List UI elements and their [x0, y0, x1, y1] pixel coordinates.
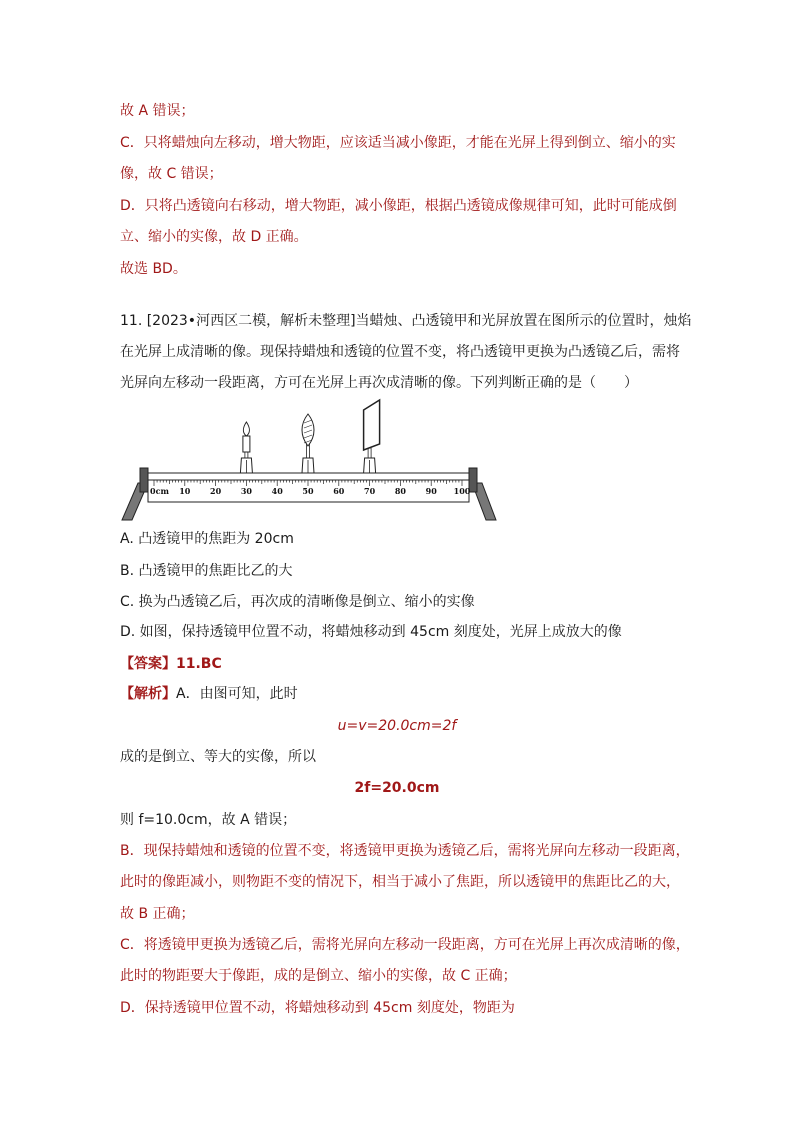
optical-bench-diagram	[120, 398, 500, 523]
ruler-tick-label: 80	[394, 486, 406, 496]
ruler-tick-label: 10	[179, 486, 191, 496]
analysis-b-line3: 故 B 正确；	[120, 906, 195, 922]
option-b: B. 凸透镜甲的焦距比乙的大	[120, 563, 293, 579]
candle-flame	[243, 422, 249, 436]
ruler-tick-label: 70	[364, 486, 376, 496]
analysis-b-line1: B．现保持蜡烛和透镜的位置不变，将透镜甲更换为透镜乙后，需将光屏向左移动一段距离，	[120, 843, 690, 859]
question-line-1: 11. [2023•河西区二模，解析未整理]当蜡烛、凸透镜甲和光屏放置在图所示的位置时，烛焰	[120, 313, 692, 329]
option-d: D. 如图，保持透镜甲位置不动，将蜡烛移动到 45cm 刻度处，光屏上成放大的像	[120, 624, 622, 640]
prev-c-line2: 像，故 C 错误；	[120, 166, 223, 182]
ruler-tick-label: 30	[240, 486, 252, 496]
ruler-tick-label: 60	[333, 486, 345, 496]
ruler-tick-label: 50	[302, 486, 314, 496]
analysis-d-line1: D．保持透镜甲位置不动，将蜡烛移动到 45cm 刻度处，物距为	[120, 1000, 515, 1016]
holder-stem	[368, 448, 371, 458]
prev-d-line1: D．只将凸透镜向右移动，增大物距，减小像距，根据凸透镜成像规律可知，此时可能成倒	[120, 198, 677, 214]
candle-body	[243, 436, 250, 452]
equation-1: u=v=20.0cm=2f	[337, 718, 457, 734]
prev-a-tail: 故 A 错误；	[120, 103, 195, 119]
ruler-tick-label: 90	[425, 486, 437, 496]
analysis-a-mid: 成的是倒立、等大的实像，所以	[120, 749, 316, 765]
ruler-tick-label: 20	[210, 486, 222, 496]
answer-value: 11.BC	[176, 656, 222, 672]
analysis-c-line1: C．将透镜甲更换为透镜乙后，需将光屏向左移动一段距离，方可在光屏上再次成清晰的像，	[120, 937, 690, 953]
analysis-line-1	[120, 684, 298, 704]
question-line-2: 在光屏上成清晰的像。现保持蜡烛和透镜的位置不变，将凸透镜甲更换为凸透镜乙后，需将	[120, 344, 680, 360]
candle-holder	[240, 422, 252, 473]
option-a: A. 凸透镜甲的焦距为 20cm	[120, 531, 294, 547]
option-c: C. 换为凸透镜乙后，再次成的清晰像是倒立、缩小的实像	[120, 594, 475, 610]
rail-top	[148, 473, 469, 480]
answer-line	[120, 654, 222, 674]
prev-c-line1: C．只将蜡烛向左移动，增大物距，应该适当减小像距，才能在光屏上得到倒立、缩小的实	[120, 135, 676, 151]
analysis-b-line2: 此时的像距减小，则物距不变的情况下，相当于减小了焦距，所以透镜甲的焦距比乙的大，	[120, 874, 680, 890]
answer-label: 【答案】	[120, 656, 176, 672]
ruler-unit-label: 0cm	[150, 486, 169, 496]
light-screen-holder	[364, 400, 380, 473]
prev-d-line2: 立、缩小的实像，故 D 正确。	[120, 229, 308, 245]
ruler-tick-label: 40	[271, 486, 283, 496]
question-line-3: 光屏向左移动一段距离，方可在光屏上再次成清晰的像。下列判断正确的是（ ）	[120, 375, 638, 391]
equation-2: 2f=20.0cm	[354, 780, 440, 796]
analysis-a-result: 则 f=10.0cm，故 A 错误；	[120, 812, 297, 828]
ruler-tick-label: 100	[453, 486, 471, 496]
left-end-post	[140, 468, 148, 492]
analysis-label: 【解析】	[120, 686, 176, 702]
light-screen	[364, 400, 380, 450]
prev-conclusion: 故选 BD。	[120, 261, 187, 277]
analysis-c-line2: 此时的物距要大于像距，成的是倒立、缩小的实像，故 C 正确；	[120, 968, 517, 984]
convex-lens-holder	[302, 414, 314, 473]
analysis-a-intro: A．由图可知，此时	[176, 686, 298, 702]
